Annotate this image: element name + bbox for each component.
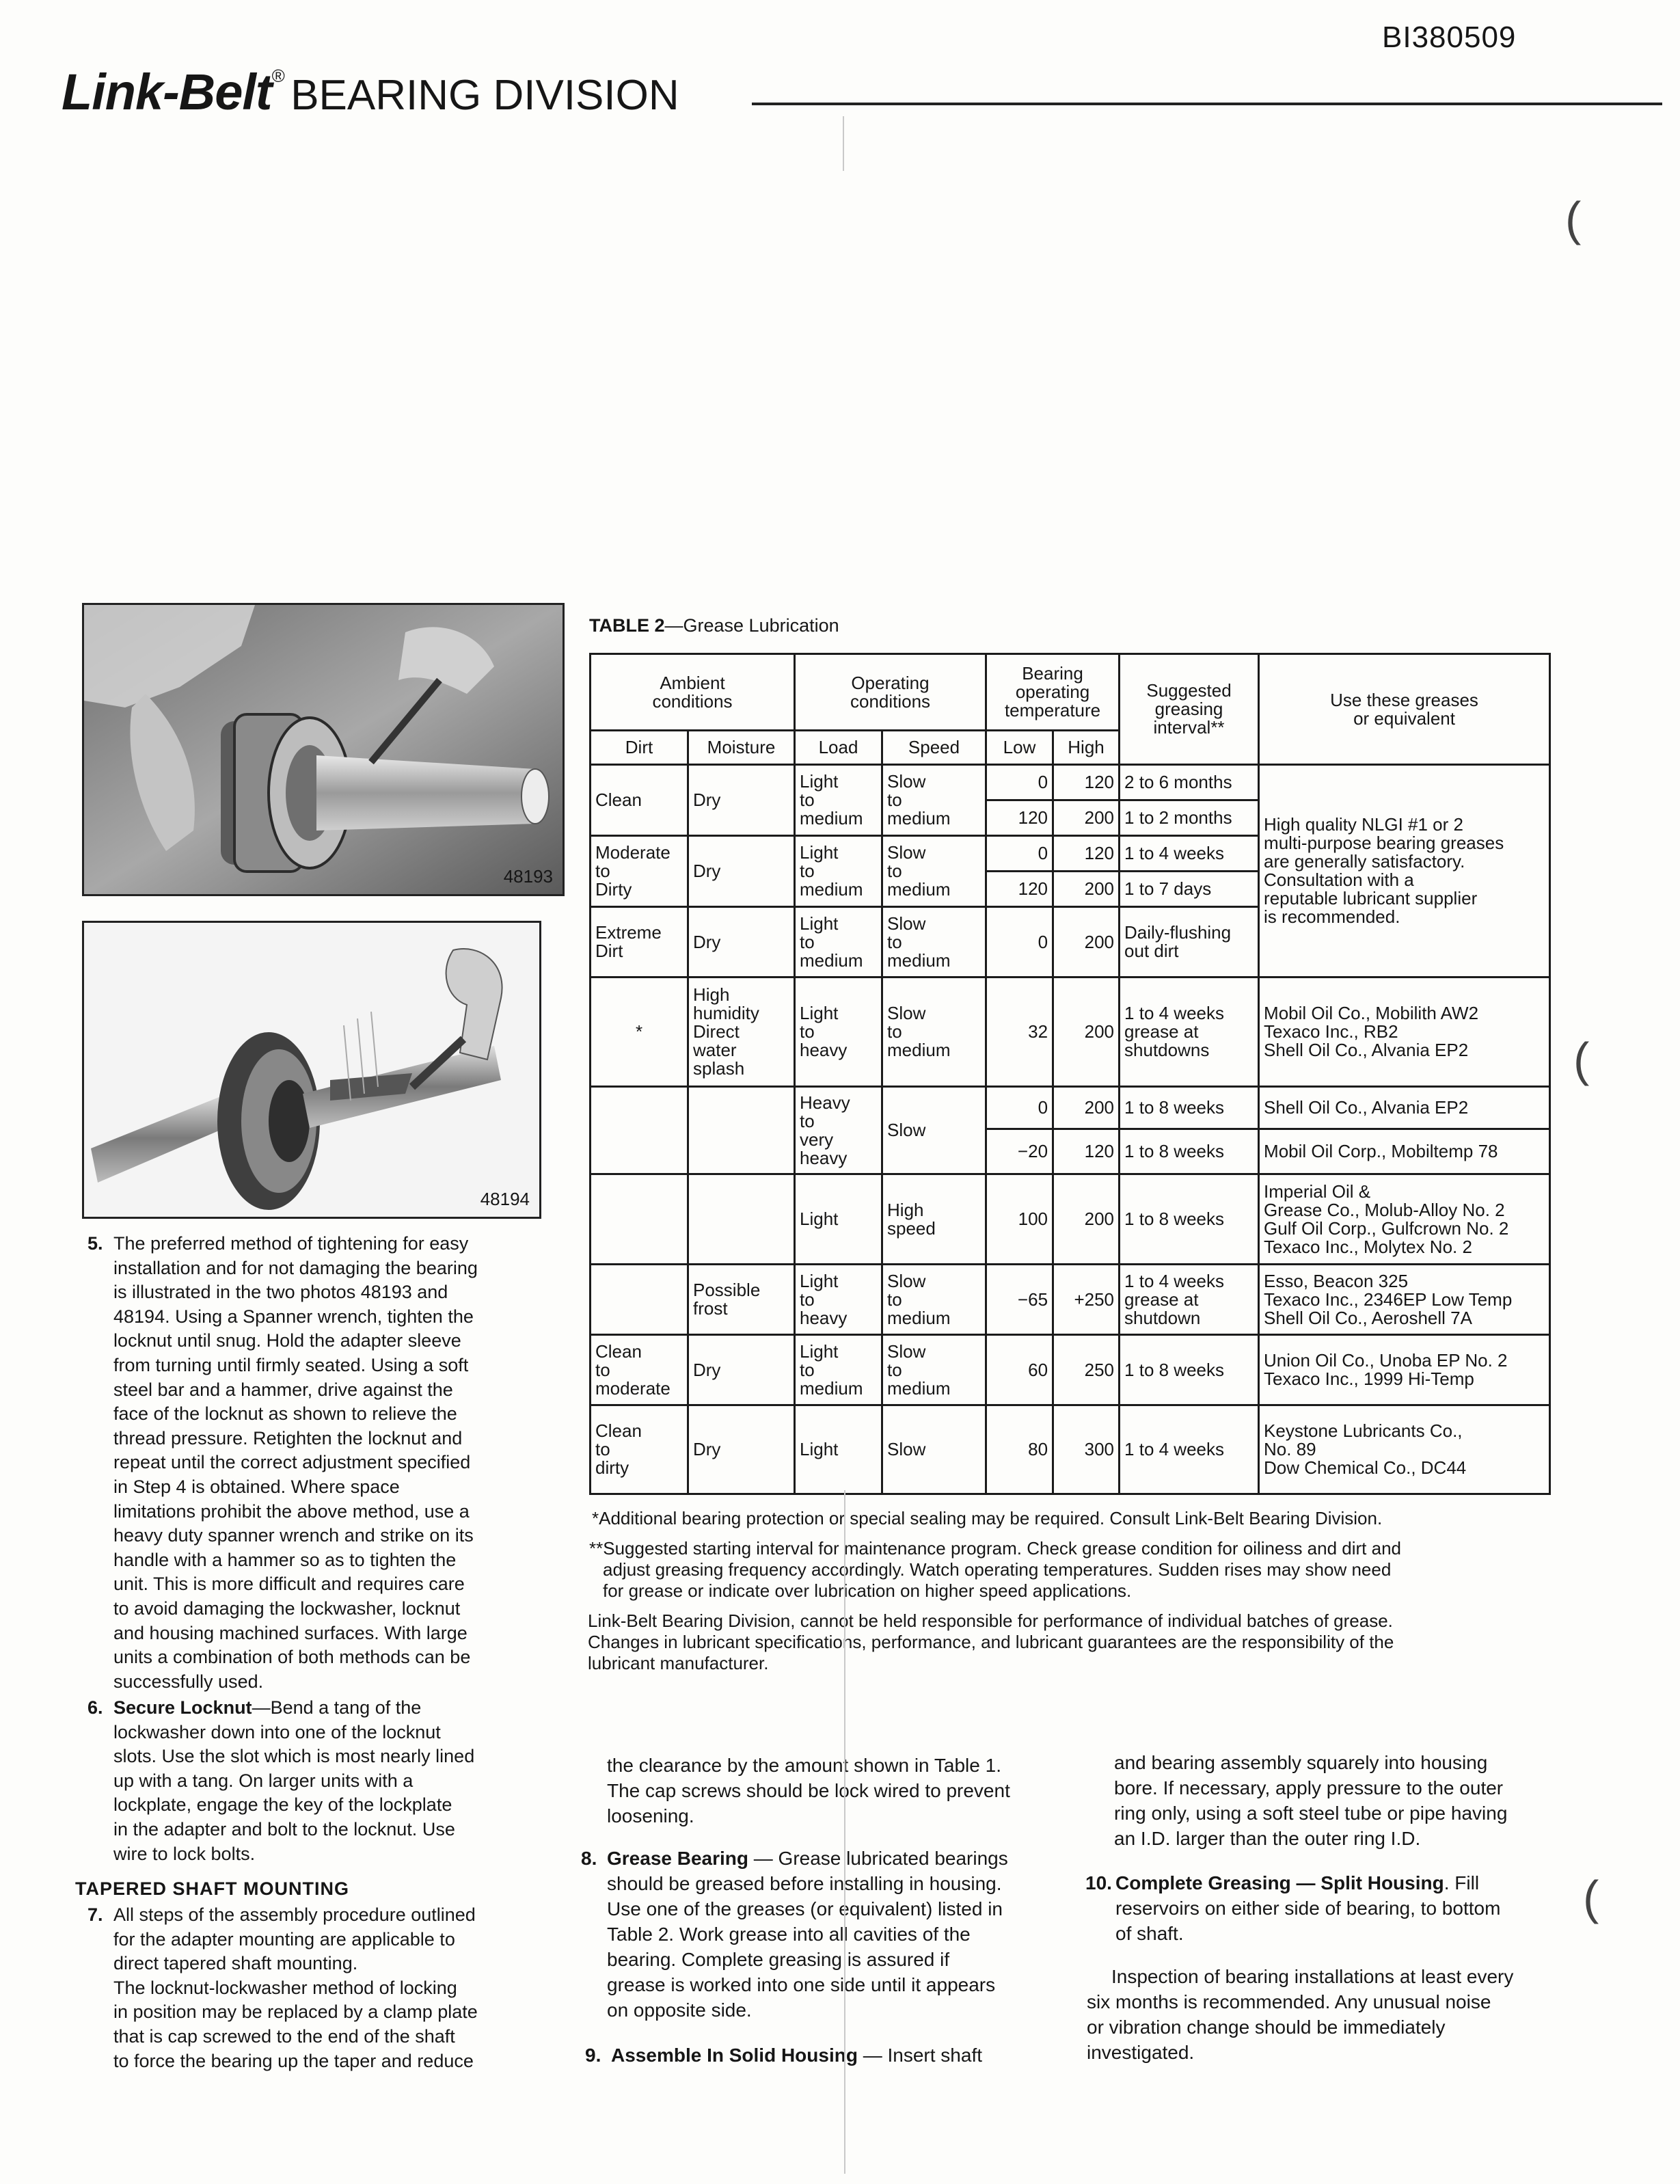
table-row: Light High speed 100 200 1 to 8 weeks Imperial Oil & Grease Co., Molub-Alloy No. 2 Gulf Oil Corp., Gulfcrown No. 2 Texaco Inc., Molytex No. 2 [591, 1174, 1550, 1265]
table-row: −20 120 1 to 8 weeks Mobil Oil Corp., Mobiltemp 78 [591, 1129, 1550, 1174]
table-row: Clean to dirty Dry Light Slow 80 300 1 to 4 weeks Keystone Lubricants Co., No. 89 Dow Chemical Co., DC44 [591, 1405, 1550, 1494]
section-heading: TAPERED SHAFT MOUNTING [75, 1878, 349, 1899]
step-number: 7. [87, 1904, 103, 1925]
photo-48194 [82, 921, 541, 1219]
step-8: 8. Grease Bearing — Grease lubricated bearings should be greased before installing in housing. Use one of the greases (or equivalent) listed in Table 2. Work grease into all cavities of the bearing. Complete greasing is assured if grease is worked into one side until it appears on opposite side. [607, 1846, 1072, 2023]
middle-column-continuation: the clearance by the amount shown in Table 1. The cap screws should be lock wired to prevent loosening. [607, 1755, 1010, 1826]
step-number: 9. [585, 2045, 601, 2066]
step-number: 10. [1085, 1872, 1112, 1893]
margin-mark: ( [1573, 1033, 1590, 1086]
header-interval: Suggested greasing interval** [1120, 654, 1259, 765]
table-disclaimer: Link-Belt Bearing Division, cannot be held responsible for performance of individual batches of grease. Changes in lubricant specifications, performance, and lubricant guarantees are the responsibility of the lubricant manufacturer. [588, 1610, 1394, 1673]
step-6: 6. Secure Locknut—Bend a tang of the lockwasher down into one of the locknut slots. Use the slot which is most nearly lined up with a tang. On larger units with a lockplate, engage the key of the lockplate in the adapter and bolt to the locknut. Use wire to lock bolts. [87, 1697, 475, 1864]
table-row: Heavy to very heavy Slow 0 200 1 to 8 weeks Shell Oil Co., Alvania EP2 [591, 1087, 1550, 1129]
table-row: 120 200 1 to 7 days [591, 872, 1550, 907]
header-moisture: Moisture [688, 731, 795, 765]
header-ambient: Ambient conditions [591, 654, 795, 731]
photo-number: 48194 [480, 1189, 530, 1209]
photo-48194-image [84, 923, 539, 1217]
step-number: 5. [87, 1233, 103, 1254]
photo-48193-image [84, 605, 563, 894]
table-footnote-2: **Suggested starting interval for maintenance program. Check grease condition for oiliness and dirt and adjust greasing frequency accordingly. Watch operating temperatures. Sudden rises may show need for grease or indicate over lubrication on higher speed applications. [589, 1538, 1402, 1601]
header-speed: Speed [882, 731, 986, 765]
step-5: 5. The preferred method of tightening for easy installation and for not damaging the bearing is illustrated in the two photos 48193 and 48194. Using a Spanner wrench, tighten the locknut until snug. Hold the adapter sleeve from turning until firmly seated. Using a soft steel bar and a hammer, drive against the face of the locknut as shown to relieve the thread pressure. Retighten the locknut and repeat until the correct adjustment specified in Step 4 is obtained. Where space limitations prohibit the above method, use a heavy duty spanner wrench and strike on its handle with a hammer so as to tighten the unit. This is more difficult and requires care to avoid damaging the lockwasher, locknut and housing machined surfaces. With large units a combination of both methods can be successfully used. [87, 1233, 478, 1692]
header-load: Load [795, 731, 882, 765]
step-title: Complete Greasing — Split Housing [1115, 1872, 1444, 1893]
step-number: 8. [581, 1848, 597, 1869]
header-low: Low [986, 731, 1053, 765]
division-name: BEARING DIVISION [290, 72, 679, 119]
table-row: 120 200 1 to 2 months [591, 800, 1550, 836]
step-title: Grease Bearing [607, 1848, 748, 1869]
step-7: 7. All steps of the assembly procedure outlined for the adapter mounting are applicable to direct tapered shaft mounting. The locknut-lockwasher method of locking in position may be replaced by a clamp plate that is cap screwed to the end of the shaft to force the bearing up the taper and reduce [87, 1904, 478, 2071]
table-title: TABLE 2—Grease Lubrication [589, 615, 839, 636]
step-10: 10. Complete Greasing — Split Housing. Fill reservoirs on either side of bearing, to bottom of shaft. [1115, 1870, 1560, 1946]
table-row: Clean Dry Light to medium Slow to medium 0 120 2 to 6 months High quality NLGI #1 or 2 multi-purpose bearing greases are generally satisfactory. Consultation with a reputable lubricant supplier is recommended. [591, 765, 1550, 800]
table-row: Moderate to Dirty Dry Light to medium Slow to medium 0 120 1 to 4 weeks [591, 836, 1550, 872]
scan-artifact-line [843, 116, 844, 171]
table-row: Clean to moderate Dry Light to medium Slow to medium 60 250 1 to 8 weeks Union Oil Co., Unoba EP No. 2 Texaco Inc., 1999 Hi-Temp [591, 1335, 1550, 1405]
header-high: High [1053, 731, 1120, 765]
photo-number: 48193 [503, 866, 553, 887]
right-column-continuation: and bearing assembly squarely into housing bore. If necessary, apply pressure to the outer ring only, using a soft steel tube or pipe having an I.D. larger than the outer ring I.D. [1114, 1752, 1508, 1849]
grease-lubrication-table [589, 653, 1551, 1495]
inspection-paragraph: Inspection of bearing installations at least every six months is recommended. Any unusual noise or vibration change should be immediately investigated. [1087, 1966, 1514, 2063]
header-greases: Use these greases or equivalent [1259, 654, 1550, 765]
table-footnote-1: *Additional bearing protection or special sealing may be required. Consult Link-Belt Bearing Division. [592, 1508, 1383, 1528]
table-row: * High humidity Direct water splash Light to heavy Slow to medium 32 200 1 to 4 weeks grease at shutdowns Mobil Oil Co., Mobilith AW2 Texaco Inc., RB2 Shell Oil Co., Alvania EP2 [591, 978, 1550, 1087]
brand-logo [62, 63, 679, 121]
document-id: BI380509 [1382, 21, 1517, 54]
table-row: Extreme Dirt Dry Light to medium Slow to medium 0 200 Daily-flushing out dirt [591, 907, 1550, 978]
step-title: Secure Locknut [113, 1697, 252, 1718]
scan-artifact-line [844, 1490, 845, 2174]
margin-mark: ( [1583, 1871, 1599, 1924]
margin-mark: ( [1565, 192, 1582, 245]
step-title: Assemble In Solid Housing [611, 2045, 858, 2066]
brand-name: Link-Belt [62, 64, 272, 120]
step-number: 6. [87, 1697, 103, 1718]
header-dirt: Dirt [591, 731, 688, 765]
header-rule [752, 103, 1662, 105]
header-bearing-temp: Bearing operating temperature [986, 654, 1120, 731]
photo-48193 [82, 603, 565, 896]
brand-registered-mark: ® [271, 66, 285, 86]
step-9: 9. Assemble In Solid Housing — Insert shaft [611, 2043, 1076, 2068]
table-row: Possible frost Light to heavy Slow to medium −65 +250 1 to 4 weeks grease at shutdown Esso, Beacon 325 Texaco Inc., 2346EP Low Temp Shell Oil Co., Aeroshell 7A [591, 1265, 1550, 1335]
header-operating: Operating conditions [795, 654, 986, 731]
